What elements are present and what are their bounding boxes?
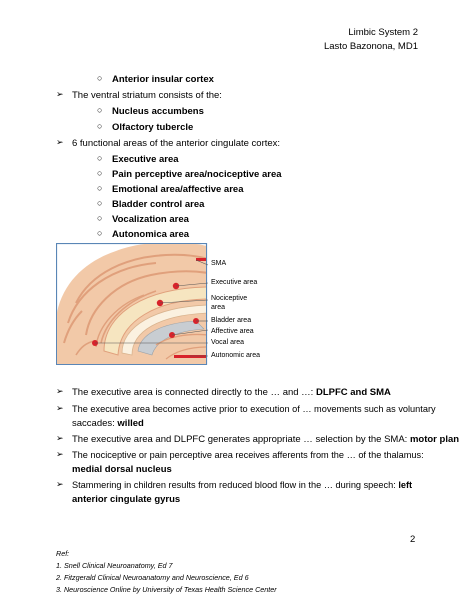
sub-bullet: ○: [97, 228, 103, 238]
note-4-line-1: The nociceptive or pain perceptive area receives afferents from the … of the thalamus:: [72, 450, 424, 460]
references-label: Ref:: [56, 549, 70, 558]
sub-bullet: ○: [97, 153, 103, 163]
label-bladder: Bladder area: [211, 317, 252, 324]
area-item: Pain perceptive area/nociceptive area: [112, 169, 282, 180]
note-2-line-1: The executive area becomes active prior to execution of … movements such as voluntary: [72, 404, 436, 414]
list-item-olfactory: Olfactory tubercle: [112, 122, 194, 133]
autonomic-area-mark: [174, 355, 206, 358]
note-2-line-2: [72, 417, 144, 430]
label-sma: SMA: [211, 260, 227, 267]
label-affective: Affective area: [211, 328, 254, 335]
note-5-line-1: [72, 479, 412, 492]
reference-item: 2. Fitzgerald Clinical Neuroanatomy and Neuroscience, Ed 6: [56, 573, 249, 582]
sub-bullet: ○: [97, 198, 103, 208]
cingulate-cortex-figure: [56, 243, 274, 365]
main-bullet: ➢: [56, 433, 64, 443]
main-bullet: ➢: [56, 386, 64, 396]
note-3-text: The executive area and DLPFC generates appropriate … selection by the SMA:: [72, 434, 410, 445]
label-executive: Executive area: [211, 279, 258, 286]
note-1: [72, 386, 391, 399]
sub-bullet: ○: [97, 168, 103, 178]
note-5-answer-part-2: anterior cingulate gyrus: [72, 494, 181, 505]
header-author: Lasto Bazonona, MD1: [323, 41, 418, 52]
main-bullet: ➢: [56, 449, 64, 459]
page-number: 2: [410, 534, 416, 545]
note-5-text: Stammering in children results from reduced blood flow in the … during speech:: [72, 480, 399, 490]
note-3-answer: motor plan: [409, 434, 460, 445]
note-2-answer: willed: [117, 418, 144, 429]
area-item: Emotional area/affective area: [112, 184, 244, 195]
note-5-answer-part-1: left: [398, 480, 413, 490]
main-bullet: ➢: [56, 479, 64, 489]
label-nociceptive-1: Nociceptive: [211, 295, 248, 302]
area-item: Bladder control area: [112, 199, 205, 210]
sub-bullet: ○: [97, 105, 103, 115]
note-3: [72, 433, 459, 446]
label-autonomic: Autonomic area: [211, 352, 261, 359]
main-bullet: ➢: [56, 89, 64, 99]
header-title: Limbic System 2: [348, 27, 418, 38]
cingulate-intro-text: 6 functional areas of the anterior cingulate cortex:: [72, 138, 281, 149]
main-bullet: ➢: [56, 137, 64, 147]
sub-bullet: ○: [97, 121, 103, 131]
area-item: Executive area: [112, 154, 179, 165]
reference-item: 3. Neuroscience Online by University of Texas Health Science Center: [56, 585, 277, 594]
area-item: Vocalization area: [112, 214, 189, 225]
main-bullet: ➢: [56, 403, 64, 413]
sub-bullet: ○: [97, 73, 103, 83]
ventral-striatum-text: The ventral striatum consists of the:: [72, 90, 222, 101]
note-1-answer: DLPFC and SMA: [315, 387, 391, 398]
list-item-insular: Anterior insular cortex: [112, 74, 214, 85]
label-vocal: Vocal area: [211, 339, 245, 346]
note-4-answer: medial dorsal nucleus: [72, 464, 172, 475]
label-nociceptive-2: area: [211, 304, 226, 311]
reference-item: 1. Snell Clinical Neuroanatomy, Ed 7: [56, 561, 173, 570]
note-1-text: The executive area is connected directly to the … and …:: [72, 387, 316, 398]
list-item-accumbens: Nucleus accumbens: [112, 106, 204, 117]
note-2-text: saccades:: [72, 418, 118, 429]
sub-bullet: ○: [97, 213, 103, 223]
sub-bullet: ○: [97, 183, 103, 193]
area-item: Autonomica area: [112, 229, 190, 240]
